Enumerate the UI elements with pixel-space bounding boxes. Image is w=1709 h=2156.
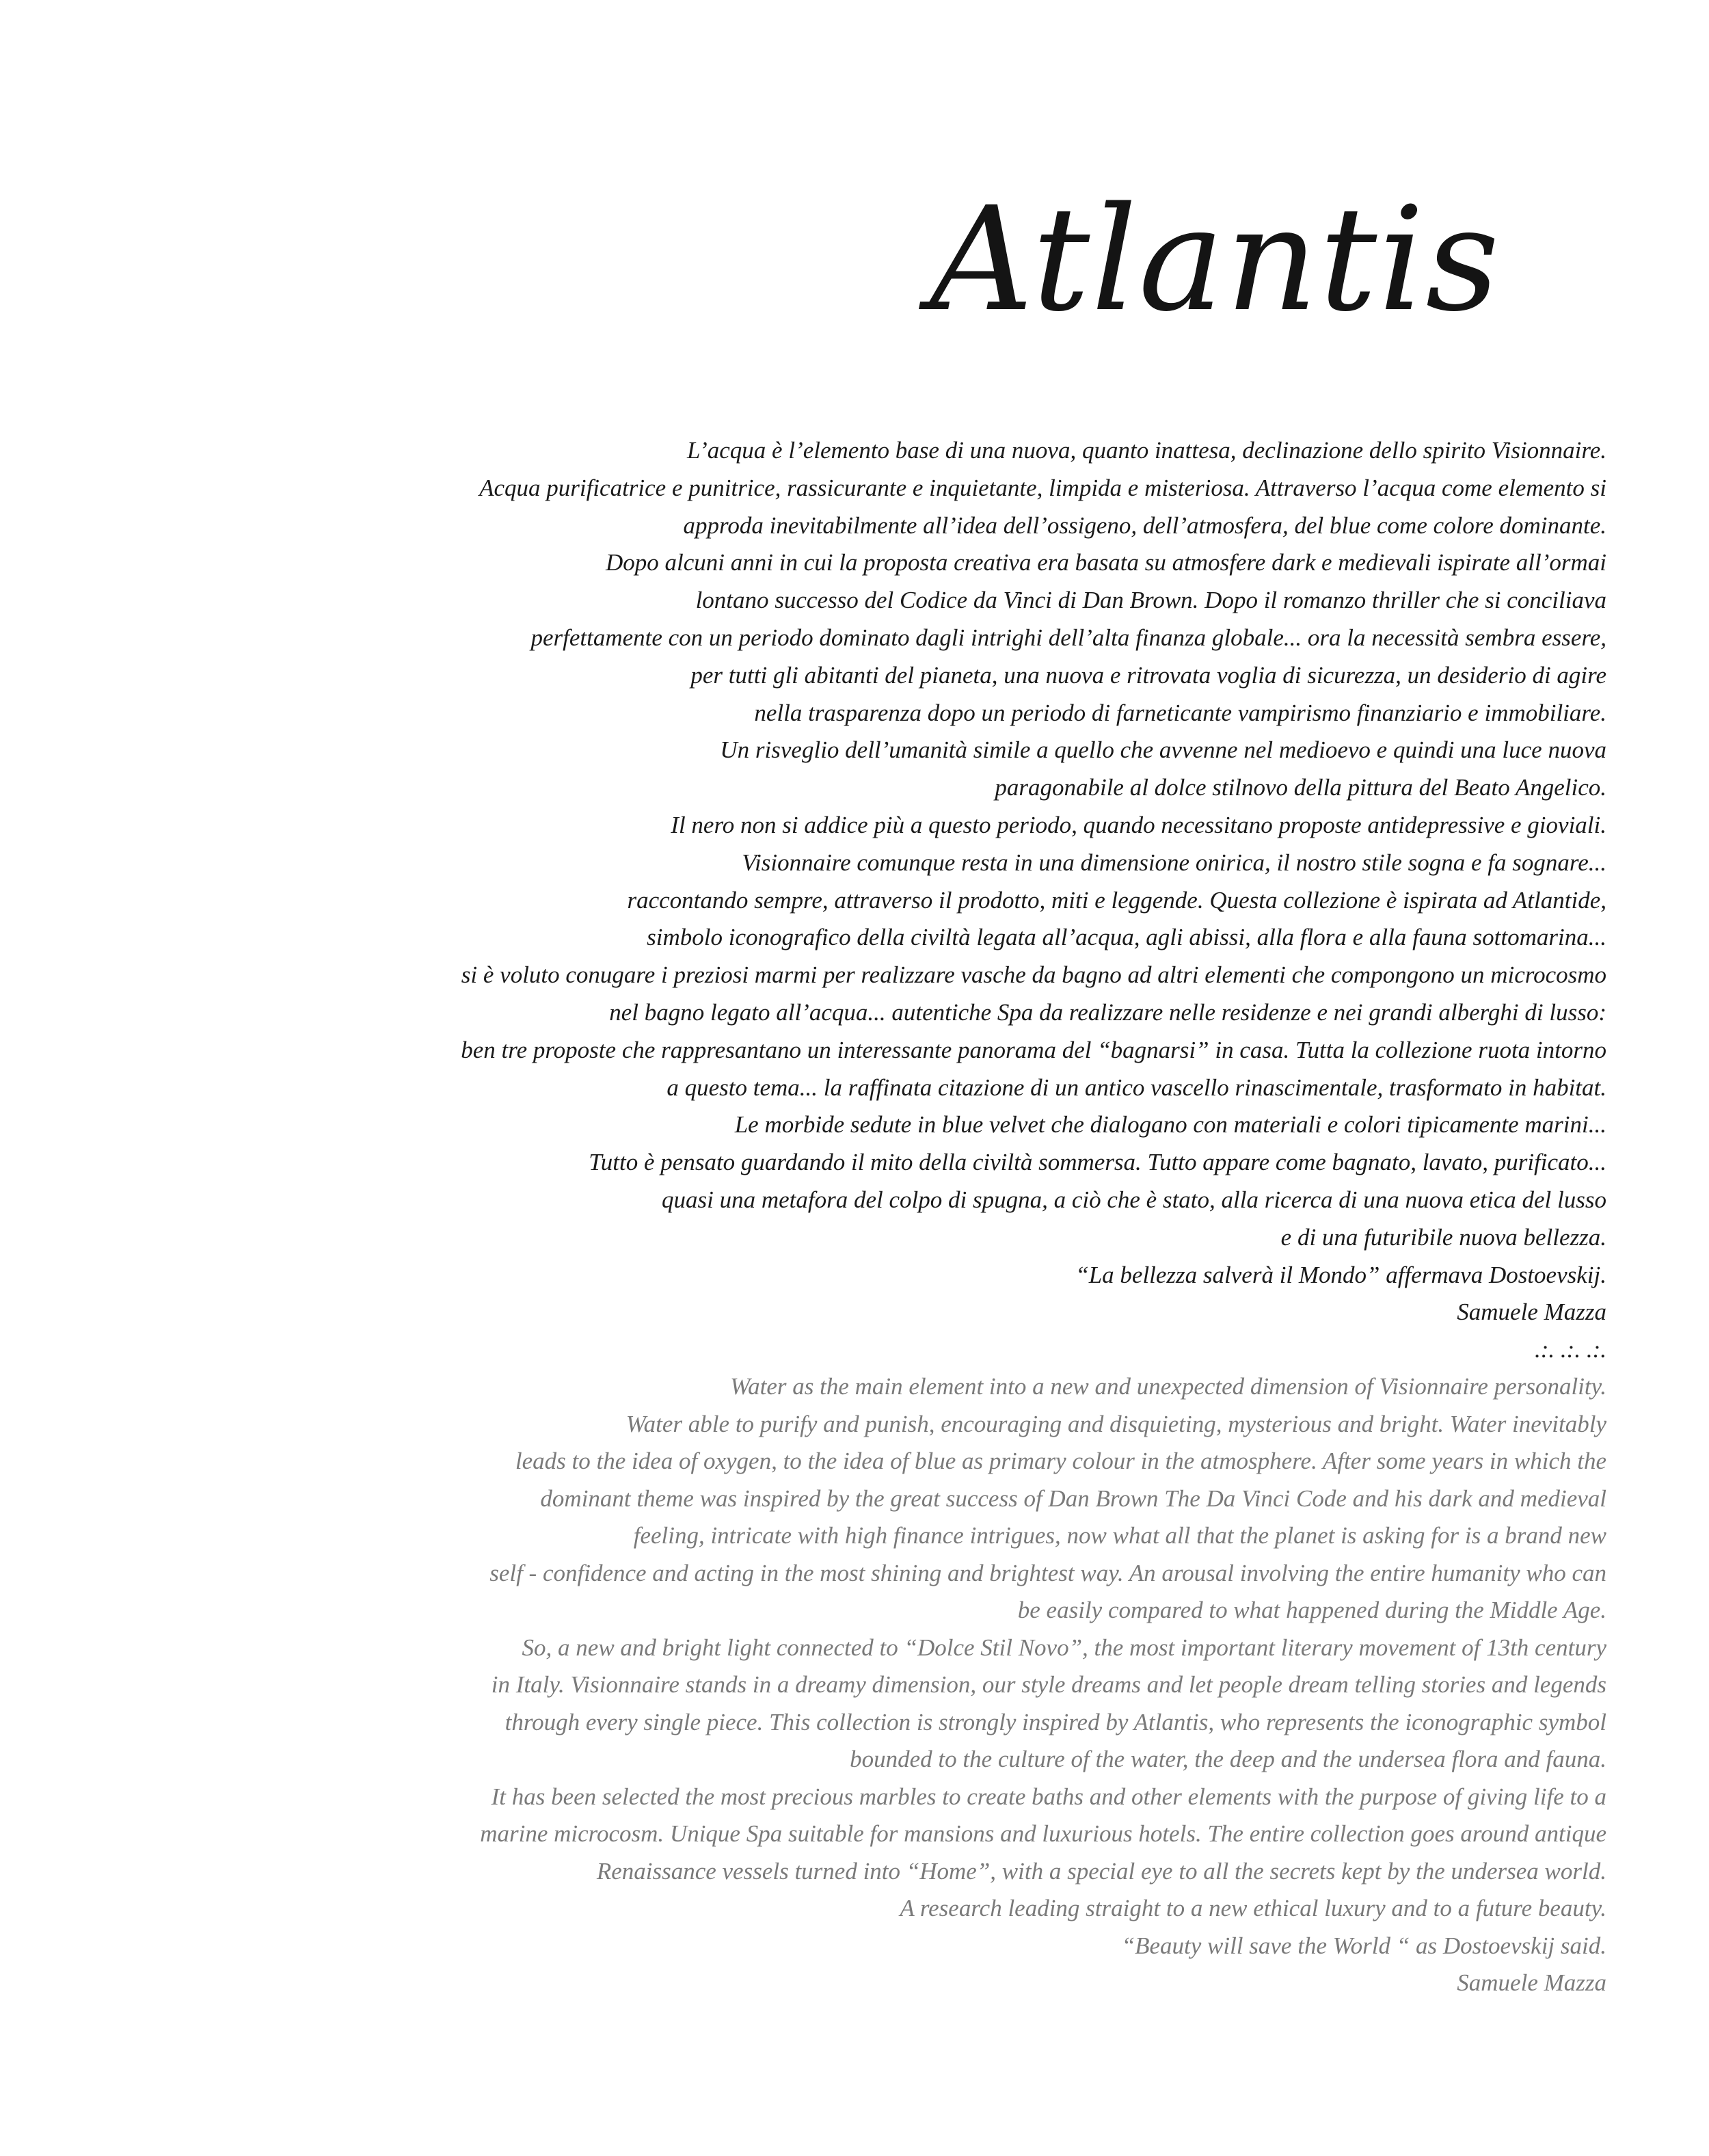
italian-line: quasi una metafora del colpo di spugna, a ciò che è stato, alla ricerca di una nuova etica del lusso: [662, 1186, 1606, 1213]
italian-line: Il nero non si addice più a questo periodo, quando necessitano proposte antidepressive e gioviali.: [671, 811, 1606, 838]
italian-line: simbolo iconografico della civiltà legata all’acqua, agli abissi, alla flora e alla fauna sottomarina...: [647, 924, 1606, 951]
italian-text-block: [171, 432, 1606, 1369]
english-line: bounded to the culture of the water, the deep and the undersea flora and fauna.: [850, 1746, 1606, 1772]
english-line: be easily compared to what happened during the Middle Age.: [1017, 1597, 1606, 1623]
english-line: through every single piece. This collection is strongly inspired by Atlantis, who represents the iconographic symbol: [504, 1708, 1606, 1735]
italian-line: Tutto è pensato guardando il mito della civiltà sommersa. Tutto appare come bagnato, lavato, purificato...: [589, 1149, 1606, 1176]
english-line: Water able to purify and punish, encouraging and disquieting, mysterious and bright. Water inevitably: [625, 1410, 1606, 1437]
english-line: Renaissance vessels turned into “Home”, with a special eye to all the secrets kept by the undersea world.: [596, 1857, 1606, 1885]
italian-line: L’acqua è l’elemento base di una nuova, quanto inattesa, declinazione dello spirito Visionnaire.: [686, 437, 1606, 464]
english-line: So, a new and bright light connected to “Dolce Stil Novo”, the most important literary movement of 13th century: [522, 1634, 1606, 1661]
english-line: in Italy. Visionnaire stands in a dreamy dimension, our style dreams and let people dream telling stories and legends: [491, 1671, 1606, 1698]
italian-line: si è voluto conugare i preziosi marmi per realizzare vasche da bagno ad altri elementi che compongono un microcosmo: [461, 961, 1606, 989]
english-line: marine microcosm. Unique Spa suitable for mansions and luxurious hotels. The entire collection goes around antique: [480, 1820, 1606, 1847]
section-separator: .:. .:. .:.: [1535, 1336, 1606, 1363]
english-line: It has been selected the most precious marbles to create baths and other elements with the purpose of giving life to a: [491, 1783, 1606, 1810]
english-line: Water as the main element into a new and unexpected dimension of Visionnaire personality.: [730, 1373, 1606, 1400]
english-line: A research leading straight to a new ethical luxury and to a future beauty.: [900, 1895, 1606, 1921]
english-signature: Samuele Mazza: [1457, 1969, 1606, 1996]
italian-line: per tutti gli abitanti del pianeta, una nuova e ritrovata voglia di sicurezza, un desiderio di agire: [690, 661, 1606, 689]
english-line: feeling, intricate with high finance intrigues, now what all that the planet is asking for is a brand new: [633, 1522, 1606, 1549]
italian-line: e di una futuribile nuova bellezza.: [1280, 1223, 1606, 1251]
italian-quote: “La bellezza salverà il Mondo” affermava Dostoevskij.: [1075, 1261, 1606, 1288]
italian-line: nella trasparenza dopo un periodo di farneticante vampirismo finanziario e immobiliare.: [754, 699, 1606, 726]
english-text-block: [171, 1368, 1606, 2002]
italian-line: a questo tema... la raffinata citazione di un antico vascello rinascimentale, trasformato in habitat.: [667, 1074, 1606, 1101]
italian-line: Le morbide sedute in blue velvet che dialogano con materiali e colori tipicamente marini...: [734, 1111, 1606, 1139]
italian-line: Dopo alcuni anni in cui la proposta creativa era basata su atmosfere dark e medievali ispirate all’ormai: [605, 549, 1606, 576]
english-line: self - confidence and acting in the most shining and brightest way. An arousal involving the entire humanity who can: [489, 1559, 1606, 1586]
italian-line: Un risveglio dell’umanità simile a quello che avvenne nel medioevo e quindi una luce nuova: [720, 736, 1606, 764]
italian-line: perfettamente con un periodo dominato dagli intrighi dell’alta finanza globale... ora la necessità sembra essere,: [530, 624, 1606, 651]
italian-line: ben tre proposte che rappresantano un interessante panorama del “bagnarsi” in casa. Tutta la collezione ruota intorno: [461, 1036, 1606, 1063]
italian-line: Visionnaire comunque resta in una dimensione onirica, il nostro stile sogna e fa sognare...: [742, 849, 1606, 876]
document-title: Atlantis: [930, 176, 1501, 343]
english-line: leads to the idea of oxygen, to the idea of blue as primary colour in the atmosphere. After some years in which the: [515, 1448, 1606, 1474]
italian-line: Acqua purificatrice e punitrice, rassicurante e inquietante, limpida e misteriosa. Attraverso l’acqua come elemento si: [479, 474, 1606, 501]
english-line: dominant theme was inspired by the great success of Dan Brown The Da Vinci Code and his dark and medieval: [540, 1485, 1606, 1512]
italian-line: nel bagno legato all’acqua... autentiche Spa da realizzare nelle residenze e nei grandi alberghi di lusso:: [609, 998, 1606, 1026]
italian-line: approda inevitabilmente all’idea dell’ossigeno, dell’atmosfera, del blue come colore dominante.: [683, 511, 1606, 539]
italian-signature: Samuele Mazza: [1457, 1299, 1606, 1326]
italian-line: lontano successo del Codice da Vinci di Dan Brown. Dopo il romanzo thriller che si conciliava: [695, 587, 1606, 614]
italian-line: paragonabile al dolce stilnovo della pittura del Beato Angelico.: [995, 774, 1606, 801]
italian-line: raccontando sempre, attraverso il prodotto, miti e leggende. Questa collezione è ispirata ad Atlantide,: [627, 886, 1606, 914]
english-quote: “Beauty will save the World “ as Dostoevskij said.: [1121, 1932, 1606, 1959]
